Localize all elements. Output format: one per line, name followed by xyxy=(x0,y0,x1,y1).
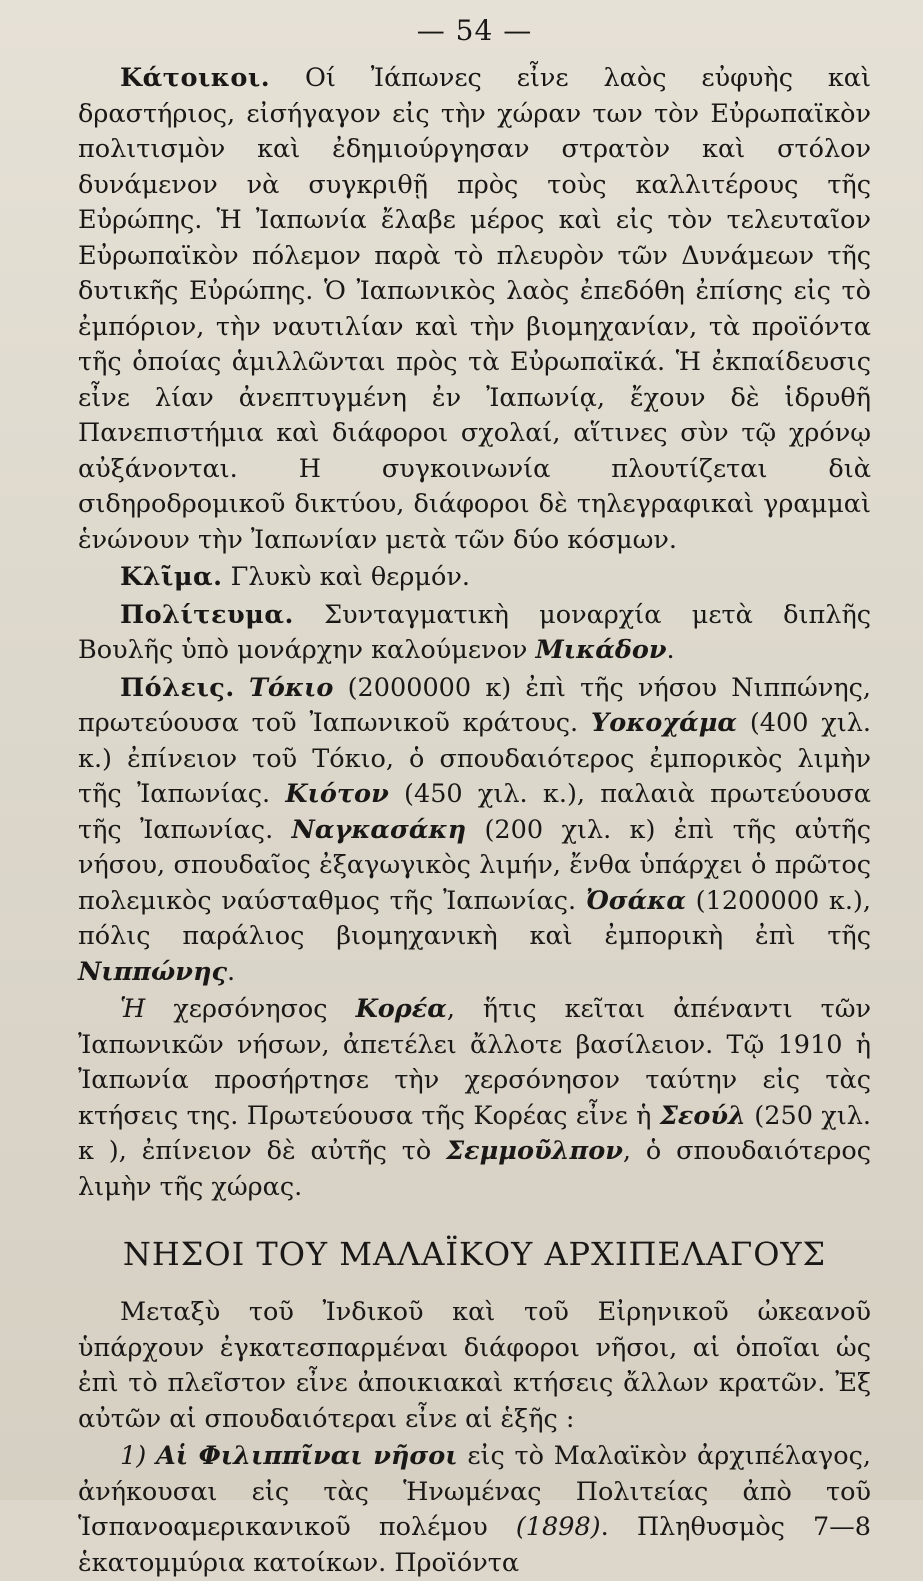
heading-government: Πολίτευμα. xyxy=(120,599,294,630)
island-nippon: Νιππώνης xyxy=(78,956,228,987)
city-nagasaki: Ναγκασάκη xyxy=(291,814,467,845)
text-korea-b: , ἥτις κεῖται ἀπέναντι τῶν Ἰαπωνικῶν νήσων, ἀπετέλει ἄλλοτε βασίλειον. Τῷ 1910 ἡ Ἰαπωνία προσήρτησε τὴν χερσόνησον ταύτην εἰς τὰς κτήσεις της. Πρωτεύουσα τῆς Κορέας εἶνε ἡ xyxy=(78,994,871,1131)
paragraph-korea xyxy=(78,992,871,1205)
paragraph-cities xyxy=(78,671,871,991)
section-title: ΝΗΣΟΙ ΤΟΥ ΜΑΛΑΪΚΟΥ ΑΡΧΙΠΕΛΑΓΟΥΣ xyxy=(122,1235,827,1273)
city-kioto: Κιότον xyxy=(285,779,389,809)
text-korea-a: χερσόνησος xyxy=(145,994,356,1024)
korea-article: Ἡ xyxy=(120,994,146,1024)
text-inhabitants: Οί Ἰάπωνες εἶνε λαὸς εὐφυὴς καὶ δραστήριος, εἰσήγαγον εἰς τὴν χώραν των τὸν Εὐρωπαϊκὸν πολιτισμὸν καὶ ἐδημιούργησαν στρατὸν καὶ στόλον δυνάμενον νὰ συγκριθῇ πρὸς τοὺς καλλιτέρους τῆς Εὐρώπης. Ἡ Ἰαπωνία ἔλαβε μέρος καὶ εἰς τὸν τελευταῖον Εὐρωπαϊκὸν πόλεμον παρὰ τὸ πλευρὸν τῶν Δυνάμεων τῆς δυτικῆς Εὐρώπης. Ὁ Ἰαπωνικὸς λαὸς ἐπεδόθη ἐπίσης εἰς τὸ ἐμπόριον, τὴν ναυτιλίαν καὶ τὴν βιομηχανίαν, τὰ προϊόντα τῆς ὁποίας ἁμιλλῶνται πρὸς τὰ Εὐρωπαϊκά. Ἡ ἐκπαίδευσις εἶνε λίαν ἀνεπτυγμένη ἐν Ἰαπωνίᾳ, ἔχουν δὲ ἱδρυθῆ Πανεπιστήμια καὶ διάφοροι σχολαί, αἵτινες σὺν τῷ χρόνῳ αὐξάνονται. Η συγκοινωνία πλουτίζεται διὰ σιδηροδρομικοῦ δικτύου, διάφοροι δὲ τηλεγραφικαὶ γραμμαὶ ἑνώνουν τὴν Ἰαπωνίαν μετὰ τῶν δύο κόσμων. xyxy=(78,63,871,555)
text-government-end: . xyxy=(666,635,675,665)
paragraph-government xyxy=(78,598,871,669)
city-chemulpo: Σεμμοῦλπον xyxy=(446,1136,623,1166)
item-number: 1) xyxy=(120,1441,147,1471)
text-yokohama: (400 χιλ. κ.) ἐπίνειον τοῦ Τόκιο, ὁ σπουδαιότερος ἐμπορικὸς λιμὴν τῆς Ἰαπωνίας. xyxy=(78,708,871,809)
term-korea: Κορέα xyxy=(355,994,447,1024)
city-osaka: Ὀσάκα xyxy=(585,885,686,916)
city-tokio: Τόκιο xyxy=(248,672,334,703)
text-nagasaki: (200 χιλ. κ) ἐπὶ τῆς αὐτῆς νήσου, σπουδαῖος ἐξαγωγικὸς λιμήν, ἔνθα ὑπάρχει ὁ πρῶτος πολεμικὸς ναύσταθμος τῆς Ἰαπωνίας. xyxy=(78,814,871,916)
text-kioto: (450 χιλ. κ.), παλαιὰ πρωτεύουσα τῆς Ἰαπωνίας. xyxy=(78,779,872,845)
text-korea-c: (250 χιλ. κ ), ἐπίνειον δὲ αὐτῆς τὸ xyxy=(78,1100,871,1166)
heading-cities: Πόλεις. xyxy=(120,672,235,703)
year-1898: (1898) xyxy=(515,1512,601,1542)
mikado-term: Μικάδον xyxy=(535,635,667,665)
text-tokio: (2000000 κ) ἐπὶ τῆς νήσου Νιππώνης, πρωτεύουσα τοῦ Ἰαπωνικοῦ κράτους. xyxy=(78,672,871,738)
page-number: — 54 — xyxy=(416,14,533,47)
paragraph-climate xyxy=(78,560,871,596)
text-osaka: (1200000 κ.), πόλις παράλιος βιομηχανικὴ καὶ ἐμπορικὴ ἐπὶ τῆς xyxy=(78,885,871,951)
heading-philippines: Αἱ Φιλιππῖναι νῆσοι xyxy=(155,1441,458,1471)
paragraph-inhabitants xyxy=(78,61,871,558)
text-cities-end: . xyxy=(227,956,236,987)
heading-climate: Κλῖμα. xyxy=(120,562,223,592)
city-yokohama: Υοκοχάμα xyxy=(590,708,737,738)
heading-inhabitants: Κάτοικοι. xyxy=(120,63,271,93)
text-government: Συνταγματικὴ μοναρχία μετὰ διπλῆς Βουλῆς ὑπὸ μονάρχην καλούμενον xyxy=(78,599,872,665)
city-seoul: Σεούλ xyxy=(659,1100,746,1131)
text-philippines-b: . Πληθυσμὸς 7—8 ἑκατομμύρια κατοίκων. Προϊόντα xyxy=(78,1512,871,1578)
paragraph-archipelago-intro: Μεταξὺ τοῦ Ἰνδικοῦ καὶ τοῦ Εἰρηνικοῦ ὠκεανοῦ ὑπάρχουν ἐγκατεσπαρμέναι διάφοροι νῆσοι, αἱ ὁποῖαι ὡς ἐπὶ τὸ πλεῖστον εἶνε ἀποικιακαὶ κτήσεις ἄλλων κρατῶν. Ἐξ αὐτῶν αἱ σπουδαιότεραι εἶνε αἱ ἑξῆς : xyxy=(78,1297,871,1434)
text-climate: Γλυκὺ καὶ θερμόν. xyxy=(230,562,470,592)
paragraph-philippines xyxy=(78,1439,871,1581)
text-philippines-a: εἰς τὸ Μαλαϊκὸν ἀρχιπέλαγος, ἀνήκουσαι εἰς τὰς Ἡνωμένας Πολιτείας ἀπὸ τοῦ Ἱσπανοαμερικανικοῦ πολέμου xyxy=(78,1441,871,1542)
text-korea-d: , ὁ σπουδαιότερος λιμὴν τῆς χώρας. xyxy=(78,1136,872,1202)
